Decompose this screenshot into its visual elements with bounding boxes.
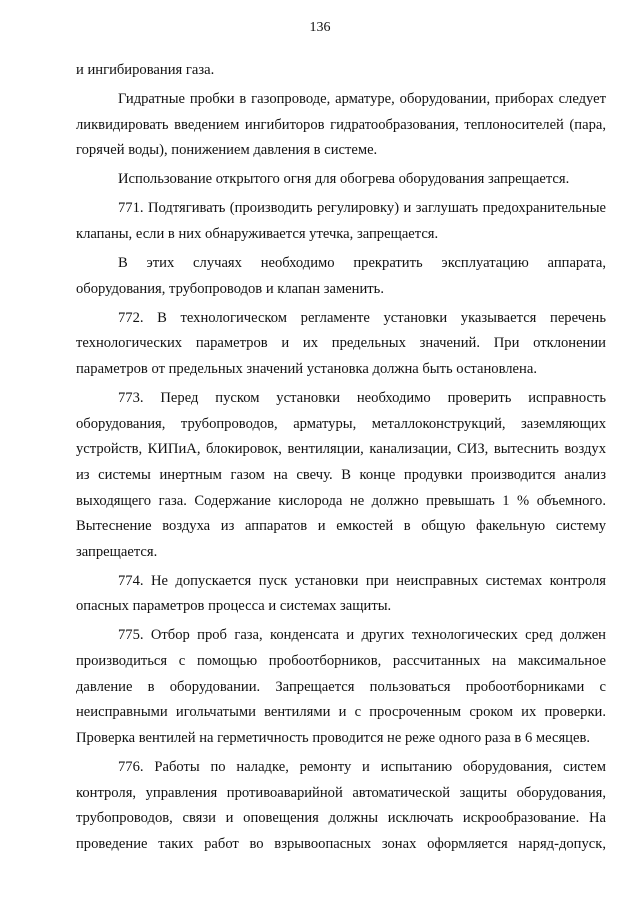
paragraph-773: 773. Перед пуском установки необходимо проверить исправность оборудования, трубопроводов, арматуры, металлоконструкций, заземляющих устройств, КИПиА, блокировок, вентиляции, канализации, СИЗ, вытеснить воздух из системы инертным газом на свечу. В конце продувки производится анализ выходящего газа. Содержание кислорода не должно превышать 1 % объемного. Вытеснение воздуха из аппаратов и емкостей в общую факельную систему запрещается. (76, 390, 606, 560)
paragraph-771: 771. Подтягивать (производить регулировку) и заглушать предохранительные клапаны, если в них обнаруживается утечка, запрещается. (76, 200, 606, 243)
paragraph-774: 774. Не допускается пуск установки при неисправных системах контроля опасных параметров процесса и системах защиты. (76, 572, 606, 615)
paragraph-2: Гидратные пробки в газопроводе, арматуре, оборудовании, приборах следует ликвидировать введением ингибиторов гидратообразования, теплоносителей (пара, горячей воды), понижением давления в системе. (76, 91, 606, 159)
document-body (76, 58, 606, 861)
paragraph-771-continuation: В этих случаях необходимо прекратить эксплуатацию аппарата, оборудования, трубопроводов и клапан заменить. (76, 255, 606, 297)
paragraph-772: 772. В технологическом регламенте установки указывается перечень технологических параметров и их предельных значений. При отклонении параметров от предельных значений установка должна быть остановлена. (76, 309, 606, 378)
paragraph-3: Использование открытого огня для обогрева оборудования запрещается. (118, 171, 570, 188)
paragraph-776: 776. Работы по наладке, ремонту и испытанию оборудования, систем контроля, управления противоаварийной автоматической защиты оборудования, трубопроводов, связи и оповещения должны исключать искрообразование. На проведение таких работ во взрывоопасных зонах оформляется наряд-допуск, (76, 758, 606, 852)
page-number: 136 (309, 20, 331, 35)
paragraph-775: 775. Отбор проб газа, конденсата и других технологических сред должен производиться с помощью пробоотборников, рассчитанных на максимальное давление в оборудовании. Запрещается пользоваться пробоотборниками с неисправными игольчатыми вентилями и с просроченным сроком их проверки. Проверка вентилей на герметичность проводится не реже одного раза в 6 месяцев. (76, 627, 606, 746)
paragraph-1: и ингибирования газа. (76, 62, 215, 78)
